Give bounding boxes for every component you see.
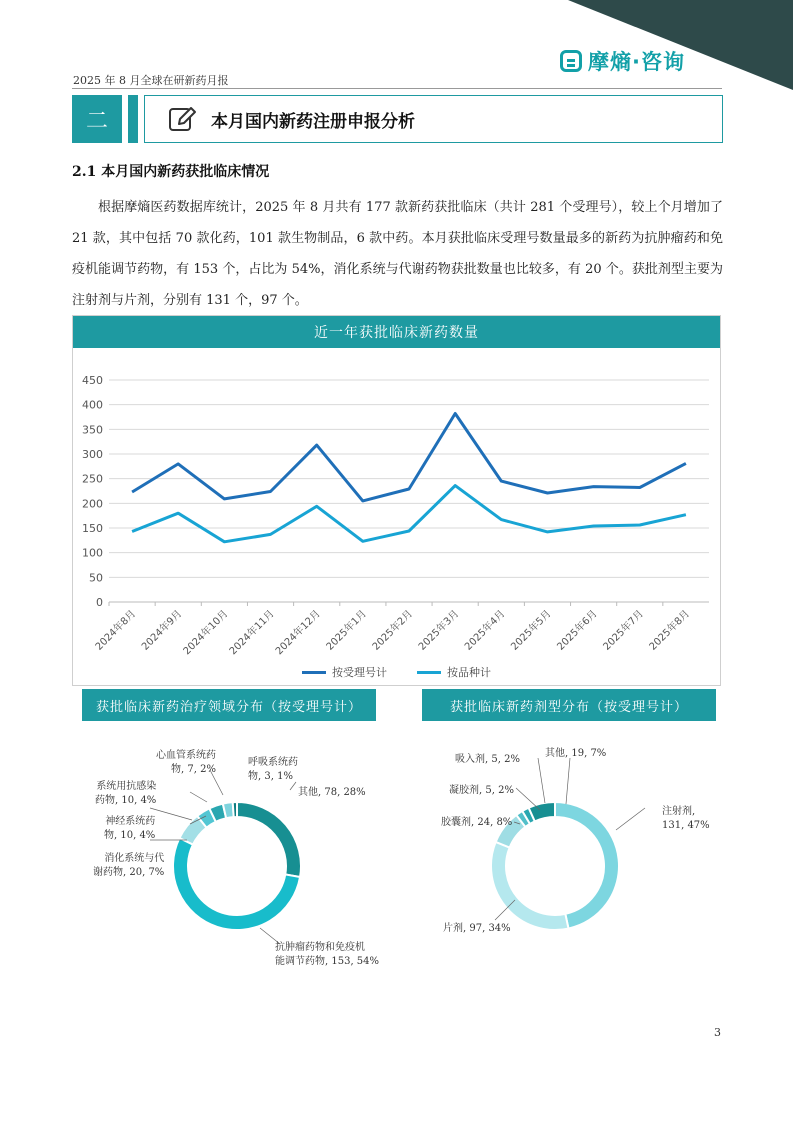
leader-line xyxy=(516,788,540,810)
y-tick-label: 400 xyxy=(82,398,103,412)
line-chart-panel xyxy=(72,315,721,686)
brand-name: 摩熵·咨询 xyxy=(588,50,685,74)
y-tick-label: 100 xyxy=(82,546,103,560)
x-tick-label: 2025年8月 xyxy=(647,608,693,653)
running-head: 2025 年 8 月全球在研新药月报 xyxy=(73,74,229,87)
logo-icon xyxy=(560,50,582,72)
legend-swatch-dark xyxy=(302,671,326,674)
d1-label-antiinfect-line1: 系统用抗感染 xyxy=(96,781,157,792)
d1-label-other: 其他, 78, 28% xyxy=(298,787,366,798)
donut2-title: 获批临床新药剂型分布（按受理号计） xyxy=(422,689,716,721)
d1-label-resp xyxy=(248,756,298,784)
d1-label-nervous-line1: 神经系统药 xyxy=(105,816,156,827)
section-title-box xyxy=(144,95,723,143)
section-header xyxy=(72,95,723,143)
header-divider xyxy=(72,88,722,89)
d1-label-oncology xyxy=(275,941,379,969)
d2-label-inj-line2: 131, 47% xyxy=(662,820,710,831)
y-tick-label: 150 xyxy=(82,522,103,535)
legend-label-varieties: 按品种计 xyxy=(447,666,491,679)
x-tick-label: 2025年4月 xyxy=(463,608,508,653)
x-tick-label: 2024年9月 xyxy=(139,608,185,653)
d1-label-antiinfect-line2: 药物, 10, 4% xyxy=(95,795,157,806)
legend-swatch-light xyxy=(417,671,441,674)
d1-label-cardio xyxy=(156,749,216,777)
leader-line xyxy=(616,808,645,830)
y-tick-label: 0 xyxy=(96,596,103,609)
d1-label-antiinfect xyxy=(95,780,156,808)
y-tick-label: 250 xyxy=(82,472,103,486)
subsection-title: 2.1 本月国内新药获批临床情况 xyxy=(72,164,270,180)
body-paragraph: 根据摩熵医药数据库统计，2025 年 8 月共有 177 款新药获批临床（共计 281 个受理号），较上个月增加了 21 款，其中包括 70 款化药，101 款生物制品，6 款中药。本月获批临床受理号数量最多的新药为抗肿瘤药和免疫机能调节药物，有 153 个，占比为 54%，消化系统与代谢药物获批数量也比较多，有 20 个。获批剂型主要为注射剂与片剂，分别有 131 个，97 个。 xyxy=(72,200,723,308)
donut-slice-1 xyxy=(173,838,300,930)
donut-slice-5 xyxy=(529,802,555,821)
x-tick-label: 2025年7月 xyxy=(601,608,646,653)
d1-label-resp-line2: 物, 3, 1% xyxy=(248,771,293,782)
d1-label-oncology-line1: 抗肿瘤药物和免疫机 xyxy=(275,942,365,953)
d1-label-cardio-line1: 心血管系统药 xyxy=(156,750,216,761)
d1-label-nervous xyxy=(104,815,155,843)
d2-label-gel: 凝胶剂, 5, 2% xyxy=(449,785,514,796)
d1-label-nervous-line2: 物, 10, 4% xyxy=(104,830,156,841)
leader-line xyxy=(538,758,545,803)
x-tick-label: 2024年8月 xyxy=(93,608,139,653)
x-tick-label: 2025年6月 xyxy=(555,608,600,653)
d2-label-caps: 胶囊剂, 24, 8% xyxy=(441,817,513,828)
y-tick-label: 450 xyxy=(82,374,103,387)
leader-line xyxy=(150,808,192,820)
x-tick-label: 2025年5月 xyxy=(509,608,554,653)
d1-label-oncology-line2: 能调节药物, 153, 54% xyxy=(275,956,380,967)
series-line-1 xyxy=(132,486,686,542)
donut-slice-0 xyxy=(555,802,619,929)
legend-item-receipts xyxy=(302,664,387,680)
edit-icon xyxy=(167,104,197,134)
line-chart-legend xyxy=(73,664,720,680)
d2-label-inj xyxy=(662,805,710,833)
line-chart-title: 近一年获批临床新药数量 xyxy=(73,316,720,348)
leader-line xyxy=(190,792,207,802)
y-tick-label: 200 xyxy=(82,497,103,511)
d2-label-tab: 片剂, 97, 34% xyxy=(443,923,511,934)
x-tick-label: 2025年2月 xyxy=(370,608,416,653)
leader-line xyxy=(566,758,570,804)
legend-label-receipts: 按受理号计 xyxy=(332,666,387,679)
d1-label-digestive xyxy=(93,852,164,880)
donut-slice-0 xyxy=(237,802,301,877)
y-tick-label: 300 xyxy=(82,448,103,461)
donut-slice-1 xyxy=(491,842,568,930)
y-tick-label: 50 xyxy=(89,571,103,585)
x-tick-label: 2025年3月 xyxy=(416,608,462,653)
d2-label-other: 其他, 19, 7% xyxy=(545,748,607,759)
page-number: 3 xyxy=(714,1026,721,1039)
d1-label-digestive-line2: 谢药物, 20, 7% xyxy=(93,867,165,878)
d1-label-digestive-line1: 消化系统与代 xyxy=(104,853,165,864)
d1-label-cardio-line2: 物, 7, 2% xyxy=(171,764,216,775)
section-accent-bar xyxy=(128,95,138,143)
brand-logo xyxy=(560,46,685,76)
donut1-title: 获批临床新药治疗领域分布（按受理号计） xyxy=(82,689,376,721)
section-title: 本月国内新药注册申报分析 xyxy=(211,111,415,132)
x-tick-label: 2024年10月 xyxy=(181,608,231,658)
x-tick-label: 2025年1月 xyxy=(324,608,369,653)
dosage-form-donut xyxy=(380,730,780,990)
d2-label-inhal: 吸入剂, 5, 2% xyxy=(455,754,520,765)
d1-label-resp-line1: 呼吸系统药 xyxy=(248,757,298,768)
x-tick-label: 2024年12月 xyxy=(273,608,323,658)
series-line-0 xyxy=(132,414,686,501)
y-tick-label: 350 xyxy=(82,423,103,437)
donut-slice-6 xyxy=(233,802,237,817)
section-number: 二 xyxy=(72,95,122,143)
x-tick-label: 2024年11月 xyxy=(227,608,277,658)
line-chart xyxy=(73,348,720,688)
corner-decoration xyxy=(568,0,793,90)
d2-label-inj-line1: 注射剂, xyxy=(662,806,696,817)
legend-item-varieties xyxy=(417,664,491,680)
